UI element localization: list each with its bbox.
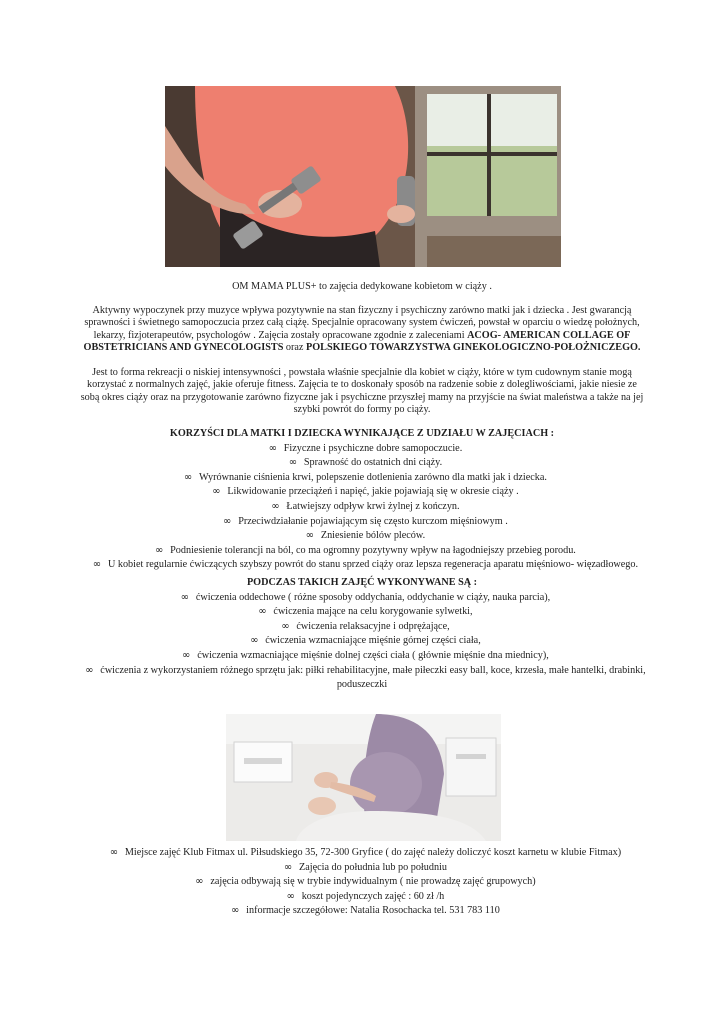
info-list bbox=[70, 846, 654, 919]
benefit-text: Fizyczne i psychiczne dobre samopoczucie. bbox=[283, 442, 463, 454]
list-item bbox=[70, 529, 654, 544]
infinity-bullet-icon: ∞ bbox=[286, 890, 295, 902]
infinity-bullet-icon: ∞ bbox=[223, 515, 232, 527]
benefit-text: Łatwiejszy odpływ krwi żylnej z kończyn. bbox=[286, 500, 460, 512]
intro-text bbox=[80, 281, 644, 293]
exercises-list bbox=[70, 576, 654, 693]
intro-line: OM MAMA PLUS+ to zajęcia dedykowane kobietom w ciąży . bbox=[232, 281, 492, 292]
benefits-list bbox=[70, 427, 654, 573]
infinity-bullet-icon: ∞ bbox=[250, 635, 259, 647]
infinity-bullet-icon: ∞ bbox=[154, 544, 164, 556]
benefit-text: U kobiet regularnie ćwiczących szybszy powrót do stanu sprzed ciąży oraz lepsza regeneracja aparatu mięśniowo- więzadłowego. bbox=[107, 559, 639, 571]
list-item bbox=[70, 664, 654, 693]
list-item bbox=[70, 485, 654, 500]
exercise-text: ćwiczenia relaksacyjne i odprężające, bbox=[296, 620, 450, 632]
paragraph-recreation bbox=[80, 367, 644, 417]
list-item bbox=[70, 620, 654, 635]
infinity-bullet-icon: ∞ bbox=[271, 500, 280, 512]
exercise-text: ćwiczenia oddechowe ( różne sposoby oddychania, oddychanie w ciąży, nauka parcia), bbox=[195, 591, 551, 603]
list-item bbox=[70, 471, 654, 486]
list-item bbox=[70, 558, 654, 573]
benefit-text: Sprawność do ostatnich dni ciąży. bbox=[303, 457, 443, 469]
list-item bbox=[70, 875, 654, 890]
paragraph-description bbox=[80, 305, 644, 355]
infinity-bullet-icon: ∞ bbox=[212, 486, 221, 498]
benefit-text: Zniesienie bólów pleców. bbox=[320, 530, 426, 542]
infinity-bullet-icon: ∞ bbox=[305, 530, 315, 542]
exercise-text: ćwiczenia z wykorzystaniem różnego sprzętu jak: piłki rehabilitacyjne, małe piłeczki easy ball, koce, krzesła, małe hantelki, drabinki, poduszeczki bbox=[100, 664, 646, 691]
pregnant-woman-dumbbells-photo bbox=[165, 86, 561, 267]
infinity-bullet-icon: ∞ bbox=[281, 620, 290, 632]
benefit-text: Likwidowanie przeciążeń i napięć, jakie pojawiają się w okresie ciąży . bbox=[227, 486, 519, 498]
list-item bbox=[70, 544, 654, 559]
infinity-bullet-icon: ∞ bbox=[258, 606, 267, 618]
list-item bbox=[70, 846, 654, 861]
infinity-bullet-icon: ∞ bbox=[183, 471, 193, 483]
benefit-text: Wyrównanie ciśnienia krwi, polepszenie dotlenienia zarówno dla matki jak i dziecka. bbox=[199, 471, 547, 483]
benefit-text: Podniesienie tolerancji na ból, co ma ogromny pozytywny wpływ na łagodniejszy przebieg porodu. bbox=[170, 544, 576, 556]
pregnant-woman-meditation-photo bbox=[226, 714, 501, 841]
infinity-bullet-icon: ∞ bbox=[92, 559, 102, 571]
list-item bbox=[70, 442, 654, 457]
list-item bbox=[70, 861, 654, 876]
infinity-bullet-icon: ∞ bbox=[109, 847, 119, 858]
infinity-bullet-icon: ∞ bbox=[231, 905, 240, 917]
exercise-text: ćwiczenia wzmacniające mięśnie górnej części ciała, bbox=[265, 635, 481, 647]
info-text: zajęcia odbywają się w trybie indywidualnym ( nie prowadzę zajęć grupowych) bbox=[210, 876, 536, 888]
acog-name: ACOG- AMERICAN COLLAGE OF OBSTETRICIANS AND GYNECOLOGISTS bbox=[83, 329, 631, 354]
info-text: Zajęcia do południa lub po południu bbox=[299, 861, 447, 873]
paragraph-1-connector: oraz bbox=[283, 342, 306, 354]
list-item bbox=[70, 456, 654, 471]
infinity-bullet-icon: ∞ bbox=[195, 876, 204, 888]
list-item bbox=[70, 904, 654, 919]
exercise-text: ćwiczenia wzmacniające mięśnie dolnej części ciała ( głównie mięśnie dna miednicy), bbox=[197, 649, 549, 661]
infinity-bullet-icon: ∞ bbox=[283, 861, 293, 873]
list-item bbox=[70, 890, 654, 905]
paragraph-2: Jest to forma rekreacji o niskiej intensywności , powstała właśnie specjalnie dla kobiet w ciąży, które w tym cudownym stanie mogą korzystać z normalnych zajęć, jakie oferuje fitness. Zajęcia te to doskonały sposób na radzenie sobie z dolegliwościami, jakie niesie ze sobą okres ciąży oraz na przygotowanie zarówno fizyczne jak i psychiczne przyszłej mamy na przyjście na świat maleństwa a także na jej szybki powrót do formy po ciąży. bbox=[80, 367, 644, 416]
list-item bbox=[70, 605, 654, 620]
list-item bbox=[70, 500, 654, 515]
infinity-bullet-icon: ∞ bbox=[85, 664, 94, 676]
info-text: Miejsce zajęć Klub Fitmax ul. Piłsudskiego 35, 72-300 Gryfice ( do zajęć należy doliczyć koszt karnetu w klubie Fitmax) bbox=[124, 847, 622, 858]
ptgp-name: POLSKIEGO TOWARZYSTWA GINEKOLOGICZNO-POŁOŻNICZEGO. bbox=[306, 342, 641, 354]
list-item bbox=[70, 515, 654, 530]
info-text: informacje szczegółowe: Natalia Rosochacka tel. 531 783 110 bbox=[246, 905, 500, 917]
list-item bbox=[70, 591, 654, 606]
infinity-bullet-icon: ∞ bbox=[182, 649, 191, 661]
exercises-heading: PODCZAS TAKICH ZAJĘĆ WYKONYWANE SĄ : bbox=[246, 577, 478, 588]
benefits-heading: KORZYŚCI DLA MATKI I DZIECKA WYNIKAJĄCE Z UDZIAŁU W ZAJĘCIACH : bbox=[169, 428, 555, 439]
list-item bbox=[70, 649, 654, 664]
benefit-text: Przeciwdziałanie pojawiającym się często kurczom mięśniowym . bbox=[238, 515, 508, 527]
infinity-bullet-icon: ∞ bbox=[268, 442, 277, 454]
exercise-text: ćwiczenia mające na celu korygowanie sylwetki, bbox=[273, 606, 473, 618]
list-item bbox=[70, 634, 654, 649]
paragraph-1 bbox=[80, 305, 644, 355]
infinity-bullet-icon: ∞ bbox=[288, 457, 298, 469]
info-text: koszt pojedynczych zajęć : 60 zł /h bbox=[301, 890, 445, 902]
infinity-bullet-icon: ∞ bbox=[180, 591, 189, 603]
paragraph-1-text: Aktywny wypoczynek przy muzyce wpływa pozytywnie na stan fizyczny i psychiczny zarówno matki jak i dziecka . Jest gwarancją sprawności i świetnego samopoczucia przez całą ciążę. Specjalnie opracowany system ćwiczeń, powstał w oparciu o wiedzę położnych, lekarzy, fizjoterapeutów, psychologów . Zajęcia zostały opracowane zgodnie z zaleceniami bbox=[84, 305, 640, 341]
